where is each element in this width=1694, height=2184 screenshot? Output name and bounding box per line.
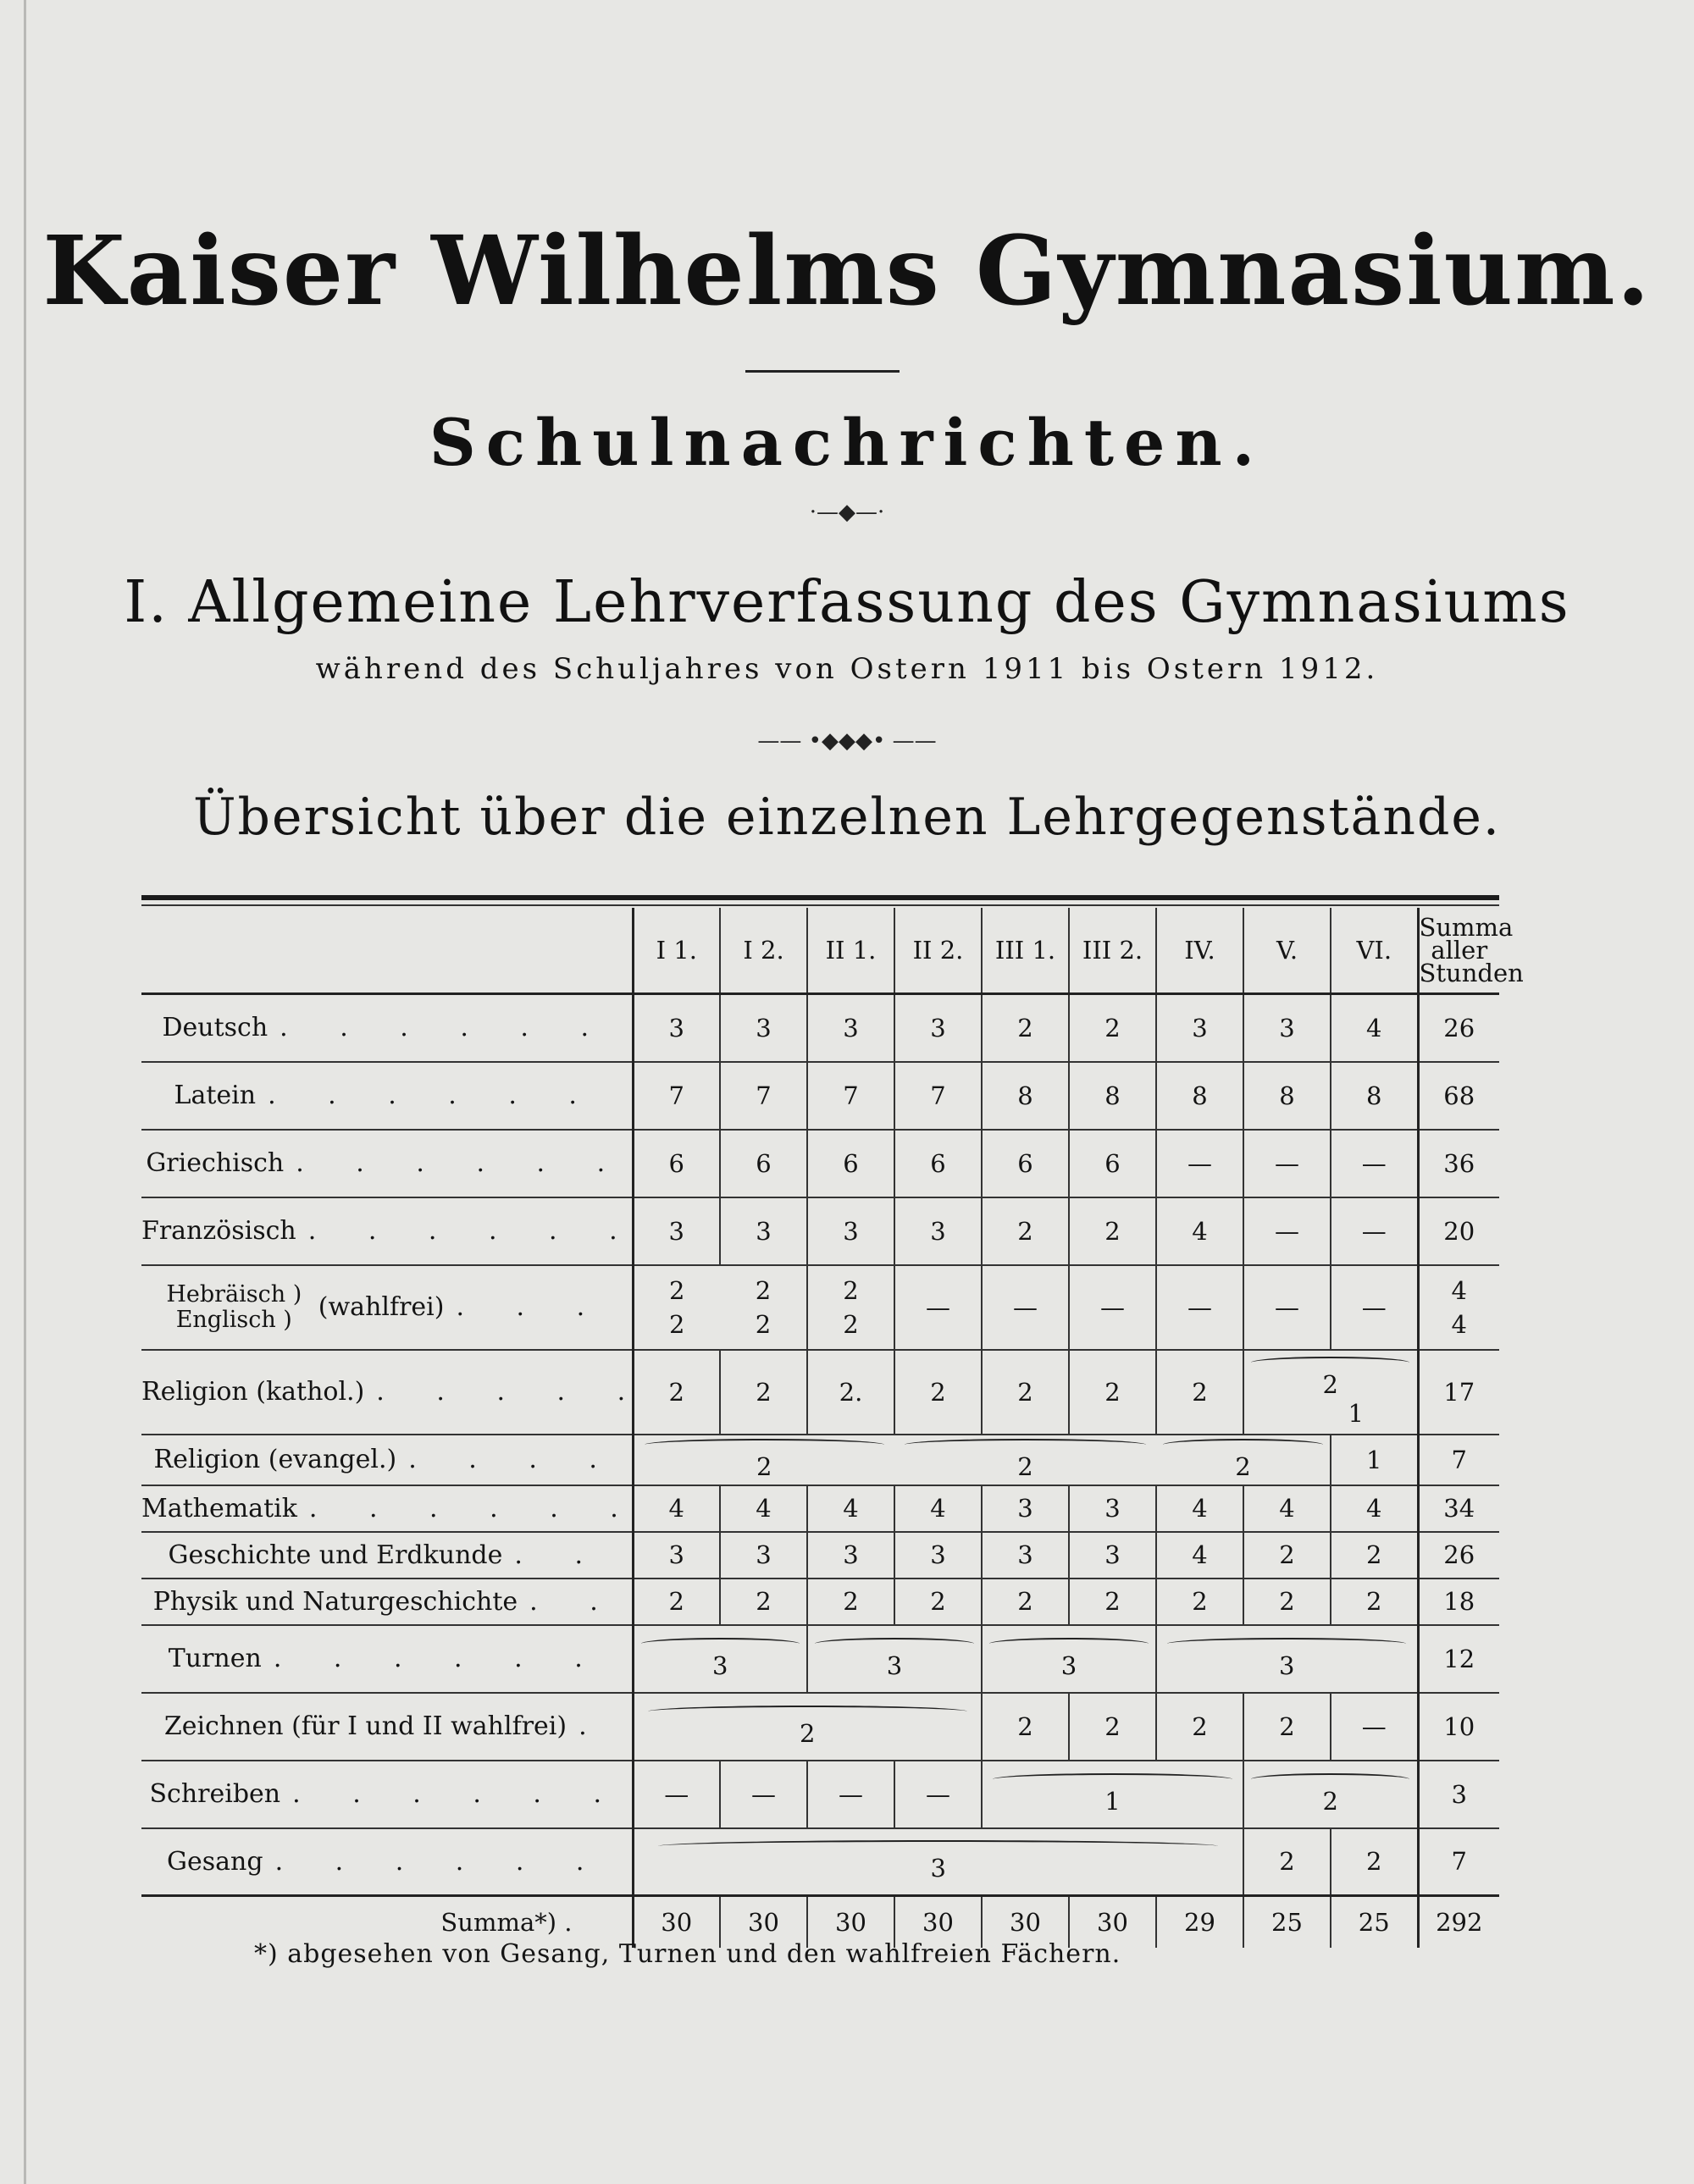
joint-hours-cell [1156, 1435, 1331, 1485]
hours-cell: 3 [1156, 994, 1243, 1062]
total-cell: 68 [1418, 1062, 1499, 1130]
subject-cell [141, 1828, 633, 1896]
summa-cell: 30 [720, 1896, 807, 1949]
subject-cell [141, 1130, 633, 1197]
hours-cell: — [894, 1761, 982, 1828]
hours-cell: 2 [982, 1693, 1069, 1761]
hours-cell: 7 [633, 1062, 720, 1130]
leader-dots: . . . [456, 1292, 607, 1322]
joint-hours: 1 [1104, 1786, 1121, 1816]
joint-hours-cell [633, 1828, 1243, 1896]
total-cell: 7 [1418, 1828, 1499, 1896]
hours-cell: 8 [1331, 1062, 1418, 1130]
leader-dots: . . . . [408, 1445, 619, 1474]
hours-cell: 4 [894, 1485, 982, 1532]
hours-cell: — [1069, 1265, 1156, 1350]
hours-cell: 2 [1243, 1693, 1331, 1761]
hours-cell: 3 [807, 1532, 894, 1579]
joint-hours-cell [1156, 1625, 1418, 1693]
brace [1167, 1638, 1406, 1650]
leader-dots: . . . . . . [273, 1644, 605, 1673]
hours-cell: 3 [1243, 994, 1331, 1062]
ornament-large: —— •◆◆◆• —— [757, 728, 937, 754]
hours-cell [807, 1265, 894, 1350]
leader-dots: . . . . . . [268, 1081, 599, 1110]
hours-cell: 3 [1069, 1485, 1156, 1532]
col-header: I 1. [633, 908, 720, 994]
subtitle: Schulnachrichten. [429, 405, 1265, 480]
hours-cell: — [1156, 1130, 1243, 1197]
hours-cell: 2 [1156, 1350, 1243, 1435]
col-header: II 2. [894, 908, 982, 994]
extra-hours: 1 [1348, 1398, 1364, 1428]
brace [645, 1439, 884, 1451]
total-cell: 20 [1418, 1197, 1499, 1265]
summa-cell: 30 [807, 1896, 894, 1949]
hours-cell: 8 [1156, 1062, 1243, 1130]
table-row [141, 1761, 1499, 1828]
hours-cell: 2 [894, 1579, 982, 1625]
total-cell: 34 [1418, 1485, 1499, 1532]
hours-cell: 2 [982, 1350, 1069, 1435]
subject-label: Religion (evangel.) [153, 1445, 397, 1474]
table-row [141, 1485, 1499, 1532]
hours-cell: 2 [1069, 1350, 1156, 1435]
hours-cell: — [894, 1265, 982, 1350]
col-header: III 2. [1069, 908, 1156, 994]
subject-label: Physik und Naturgeschichte [152, 1586, 518, 1617]
col-header: V. [1243, 908, 1331, 994]
hours-cell: 3 [720, 1197, 807, 1265]
joint-hours: 3 [712, 1650, 728, 1680]
joint-hours: 2 [756, 1451, 772, 1481]
subject-label: Englisch ) [175, 1306, 292, 1333]
hours-cell: — [1331, 1265, 1418, 1350]
hours-cell: 3 [894, 1532, 982, 1579]
hours-cell: 2 [1331, 1532, 1418, 1579]
hours-cell: 2 [894, 1350, 982, 1435]
elective-note: (wahlfrei) [318, 1292, 445, 1322]
hours-cell: 7 [894, 1062, 982, 1130]
english-hours: 2 [843, 1309, 859, 1339]
table-row [141, 1350, 1499, 1435]
subject-cell [141, 1532, 633, 1579]
hours-cell: 2 [1243, 1532, 1331, 1579]
table-row [141, 1693, 1499, 1761]
subject-label: Religion (kathol.) [141, 1377, 365, 1407]
joint-hours-cell [633, 1693, 982, 1761]
hours-cell: 2 [720, 1579, 807, 1625]
total-cell: 18 [1418, 1579, 1499, 1625]
hours-cell: 2 [1243, 1828, 1331, 1896]
english-hours: 2 [669, 1309, 685, 1339]
hours-cell: — [1243, 1265, 1331, 1350]
subject-cell [141, 1350, 648, 1435]
subject-label: Latein [174, 1081, 257, 1110]
hours-cell: 3 [633, 1197, 720, 1265]
subject-label: Zeichnen (für I und II wahlfrei) [163, 1711, 567, 1741]
table-row [141, 1435, 1499, 1485]
leader-dots: . . . . . . [308, 1493, 640, 1523]
section-heading: I. Allgemeine Lehrverfassung des Gymnasiums [124, 569, 1570, 636]
total-cell: 36 [1418, 1130, 1499, 1197]
joint-hours-cell [982, 1625, 1156, 1693]
leader-dots: . . [514, 1540, 606, 1570]
brace [1251, 1357, 1409, 1368]
hours-cell: 8 [982, 1062, 1069, 1130]
table-title: Übersicht über die einzelnen Lehrgegenstände. [192, 788, 1502, 847]
brace [1163, 1439, 1323, 1451]
total-cell: 17 [1418, 1350, 1499, 1435]
subject-label: Gesang [167, 1846, 263, 1877]
hours-cell: 2 [1069, 1579, 1156, 1625]
hours-cell: 3 [720, 1532, 807, 1579]
hours-cell: 2 [982, 994, 1069, 1062]
table-row [141, 1532, 1499, 1579]
table-row [141, 994, 1499, 1062]
subject-cell [141, 1435, 633, 1485]
subject-label: Turnen [168, 1644, 262, 1673]
summa-label: Summa*) [440, 1908, 557, 1937]
hours-cell: 3 [807, 994, 894, 1062]
leader-dots: . . [529, 1586, 620, 1617]
hours-cell: — [1243, 1130, 1331, 1197]
joint-hours: 2 [800, 1718, 816, 1748]
joint-hours-cell [982, 1761, 1243, 1828]
hours-cell: — [633, 1761, 720, 1828]
subject-cell [141, 1625, 633, 1693]
hours-cell: 3 [982, 1485, 1069, 1532]
hours-cell: 3 [1069, 1532, 1156, 1579]
hours-cell: 2 [1243, 1579, 1331, 1625]
col-header: IV. [1156, 908, 1243, 994]
sum-header [1418, 908, 1524, 994]
hours-cell: 2 [720, 1350, 807, 1435]
joint-hours-cell [894, 1435, 1156, 1485]
hours-cell: 4 [1156, 1197, 1243, 1265]
hours-cell: 6 [982, 1130, 1069, 1197]
footnote: *) abgesehen von Gesang, Turnen und den wahlfreien Fächern. [254, 1939, 1121, 1969]
hours-cell: 2 [1331, 1579, 1418, 1625]
summa-cell: 25 [1243, 1896, 1331, 1949]
hours-cell: — [1331, 1197, 1418, 1265]
subject-cell [141, 1062, 633, 1130]
table-row [141, 1828, 1499, 1896]
hours-cell: 6 [894, 1130, 982, 1197]
sum-header-line: Summa [1419, 912, 1514, 942]
col-header: III 1. [982, 908, 1069, 994]
table-row [141, 1062, 1499, 1130]
hours-cell: — [1156, 1265, 1243, 1350]
hours-cell: 3 [720, 994, 807, 1062]
hours-cell: 2 [1069, 994, 1156, 1062]
hours-cell: 4 [1243, 1485, 1331, 1532]
sum-header-line: Stunden [1419, 958, 1524, 987]
joint-hours: 2 [1017, 1451, 1033, 1481]
subject-label: Geschichte und Erdkunde [168, 1540, 503, 1570]
hours-cell: 2 [1331, 1828, 1418, 1896]
hours-cell: — [982, 1265, 1069, 1350]
hours-cell: 8 [1243, 1062, 1331, 1130]
hours-cell: 2 [633, 1350, 720, 1435]
summa-cell: 30 [1069, 1896, 1156, 1949]
hours-cell: 3 [894, 1197, 982, 1265]
joint-hours: 2 [1235, 1451, 1251, 1481]
hours-cell: 3 [807, 1197, 894, 1265]
hours-cell: 1 [1331, 1435, 1418, 1485]
hours-cell: 3 [633, 1532, 720, 1579]
hours-cell [720, 1265, 807, 1350]
hours-cell: 4 [1156, 1532, 1243, 1579]
joint-hours: 3 [886, 1650, 903, 1680]
hours-cell: — [1243, 1197, 1331, 1265]
hours-cell: 7 [720, 1062, 807, 1130]
summa-label-cell: Summa*) . [440, 1908, 573, 1937]
total-cell: 3 [1418, 1761, 1499, 1828]
total-cell: 12 [1418, 1625, 1499, 1693]
summa-cell: 30 [982, 1896, 1069, 1949]
summa-cell: 25 [1331, 1896, 1418, 1949]
subject-label: Hebräisch ) [166, 1280, 302, 1308]
hours-cell: 4 [633, 1485, 720, 1532]
subject-label: Deutsch [162, 1013, 268, 1043]
hours-cell: 6 [720, 1130, 807, 1197]
col-header: I 2. [720, 908, 807, 994]
hours-cell: 2 [1156, 1579, 1243, 1625]
hours-cell: 2 [1156, 1693, 1243, 1761]
hebrew-hours: 2 [755, 1275, 772, 1305]
joint-hours: 3 [930, 1854, 946, 1883]
hours-cell: 2 [1069, 1693, 1156, 1761]
subject-cell [141, 1197, 639, 1265]
hours-cell: 4 [1156, 1485, 1243, 1532]
table-row [141, 1625, 1499, 1693]
table-row [141, 1130, 1499, 1197]
joint-hours: 3 [1060, 1650, 1077, 1680]
hours-cell: 2. [807, 1350, 894, 1435]
subject-cell [141, 1761, 633, 1828]
col-header: VI. [1331, 908, 1418, 994]
hebrew-hours: 2 [843, 1275, 859, 1305]
summa-cell: 29 [1156, 1896, 1243, 1949]
table-top-rule [141, 895, 1499, 900]
hours-cell: 4 [1331, 994, 1418, 1062]
hours-cell: 6 [633, 1130, 720, 1197]
total-cell: 26 [1418, 994, 1499, 1062]
leader-dots: . . . . . . [292, 1779, 624, 1809]
hours-cell: — [807, 1761, 894, 1828]
brace [989, 1638, 1149, 1650]
ornament-small: ·—◆—· [809, 500, 885, 525]
table-top-rule-thin [141, 904, 1499, 906]
header-subject [141, 908, 633, 994]
total-cell: 7 [1418, 1435, 1499, 1485]
brace [641, 1638, 800, 1650]
brace [658, 1840, 1218, 1852]
subject-cell [141, 1265, 633, 1350]
hours-cell: 2 [807, 1579, 894, 1625]
hours-cell: 6 [807, 1130, 894, 1197]
hours-cell: 2 [982, 1197, 1069, 1265]
lessons-table [141, 908, 1524, 1948]
hours-cell: 6 [1069, 1130, 1156, 1197]
hours-cell: 3 [894, 994, 982, 1062]
subject-cell [141, 1579, 633, 1625]
subject-label: Griechisch [146, 1148, 285, 1178]
hours-cell [633, 1265, 720, 1350]
joint-hours: 3 [1279, 1650, 1295, 1680]
joint-hours-cell [1243, 1350, 1418, 1435]
brace [905, 1439, 1145, 1451]
leader-dots: . . . . . . [296, 1148, 628, 1178]
brace [993, 1773, 1232, 1785]
sum-header-line: aller [1431, 935, 1488, 965]
hours-cell: — [1331, 1693, 1418, 1761]
subject-label: Mathematik [141, 1493, 297, 1523]
hours-cell: 2 [633, 1579, 720, 1625]
table-row [141, 1265, 1499, 1350]
hours-cell: 7 [807, 1062, 894, 1130]
hours-cell: 3 [982, 1532, 1069, 1579]
title-rule [745, 370, 900, 373]
page-title: Kaiser Wilhelms Gymnasium. [42, 216, 1652, 327]
table-row [141, 1579, 1499, 1625]
subject-cell [141, 1693, 633, 1761]
joint-hours-cell [807, 1625, 982, 1693]
english-hours: 2 [755, 1309, 772, 1339]
total-english: 4 [1451, 1309, 1467, 1339]
hours-cell: 2 [1069, 1197, 1156, 1265]
hours-cell: 3 [633, 994, 720, 1062]
hours-cell: — [1331, 1130, 1418, 1197]
table-row [141, 1197, 1499, 1265]
total-cell [1418, 1265, 1499, 1350]
hebrew-hours: 2 [669, 1275, 685, 1305]
section-subheading: während des Schuljahres von Ostern 1911 bis Ostern 1912. [315, 652, 1379, 686]
joint-hours-cell [633, 1625, 807, 1693]
hours-cell: — [720, 1761, 807, 1828]
joint-hours-cell [633, 1435, 894, 1485]
total-cell: 10 [1418, 1693, 1499, 1761]
hours-cell: 4 [1331, 1485, 1418, 1532]
brace [1251, 1773, 1409, 1785]
total-hebrew: 4 [1451, 1275, 1467, 1305]
hours-cell: 2 [982, 1579, 1069, 1625]
brace [648, 1706, 967, 1717]
subject-cell [141, 1485, 640, 1532]
summa-total: 292 [1418, 1896, 1499, 1949]
leader-dots: . . . . . [376, 1377, 648, 1407]
joint-hours-cell [1243, 1761, 1418, 1828]
leader-dots: . [579, 1711, 609, 1741]
joint-hours: 2 [1322, 1369, 1338, 1399]
brace [815, 1638, 974, 1650]
leader-dots: . . . . . . [274, 1846, 606, 1877]
total-cell: 26 [1418, 1532, 1499, 1579]
header-row [141, 908, 1499, 994]
subject-label: Schreiben [149, 1779, 281, 1809]
subject-label: Französisch [141, 1216, 296, 1246]
leader-dots: . . . . . . [307, 1216, 639, 1246]
summa-cell: 30 [633, 1896, 720, 1949]
hours-cell: 4 [720, 1485, 807, 1532]
joint-hours: 2 [1322, 1786, 1338, 1816]
leader-dots: . . . . . . [280, 1013, 612, 1043]
hours-cell: 8 [1069, 1062, 1156, 1130]
hours-cell: 4 [807, 1485, 894, 1532]
summa-cell: 30 [894, 1896, 982, 1949]
col-header: II 1. [807, 908, 894, 994]
subject-cell [141, 994, 633, 1062]
